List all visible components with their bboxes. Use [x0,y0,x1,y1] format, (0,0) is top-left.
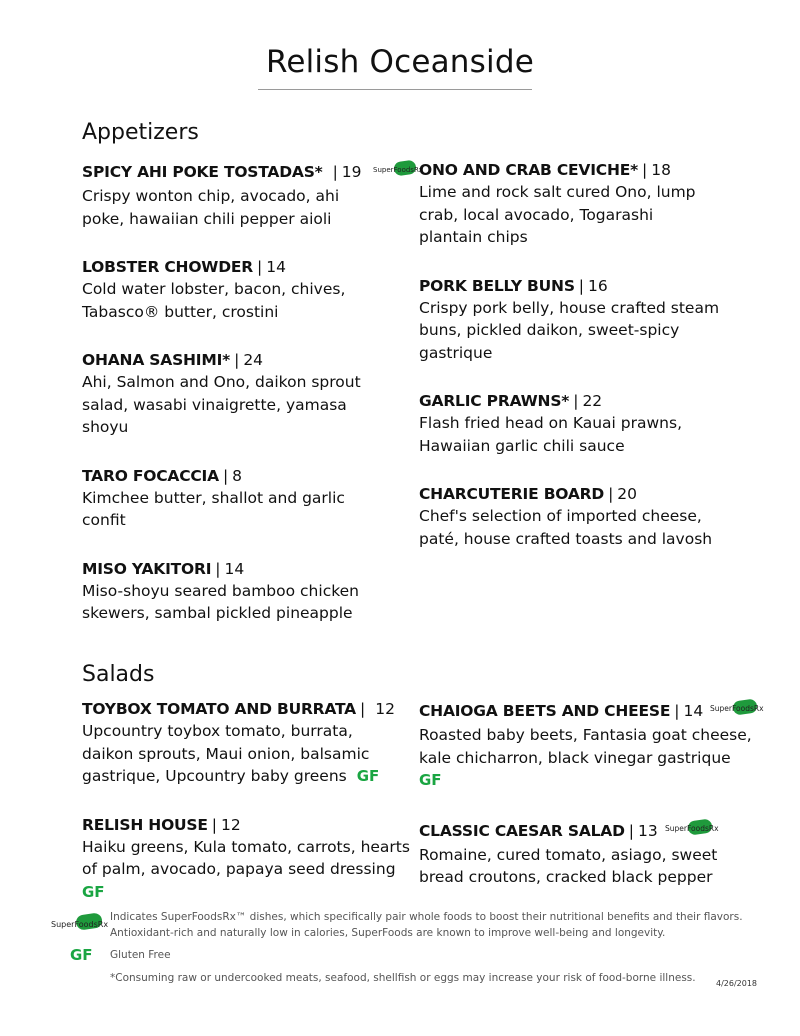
superfoods-logo-icon [709,698,765,724]
item-price: 24 [243,351,264,369]
title-divider [258,89,532,90]
item-description: Romaine, cured tomato, asiago, sweet bread croutons, cracked black pepper [419,845,718,886]
menu-item: CHAIOGA BEETS AND CHEESE | 14 SuperFoodsRx Roasted baby beets, Fantasia goat cheese, kale chicharron, black vinegar gastrique GF [419,698,759,792]
gluten-free-legend-badge: GF [70,946,93,964]
item-description: Cold water lobster, bacon, chives, Tabasco® butter, crostini [82,280,346,321]
item-description: Ahi, Salmon and Ono, daikon sprout salad, wasabi vinaigrette, yamasa shoyu [82,373,361,436]
menu-item: SPICY AHI POKE TOSTADAS* | 19 SuperFoodsRx Crispy wonton chip, avocado, ahi poke, hawaiian chili pepper aioli [82,159,402,230]
item-name: PORK BELLY BUNS [419,276,575,295]
menu-item: TARO FOCACCIA | 8 Kimchee butter, shallot and garlic confit [82,465,402,532]
appetizers-left-column [82,159,422,625]
item-description: Crispy wonton chip, avocado, ahi poke, hawaiian chili pepper aioli [82,187,340,228]
item-price: 12 [221,815,241,834]
svg-text:SuperFoodsRx: SuperFoodsRx [372,166,422,174]
item-name: MISO YAKITORI [82,559,212,578]
item-description: Lime and rock salt cured Ono, lump crab, local avocado, Togarashi plantain chips [419,183,696,246]
item-name: RELISH HOUSE [82,815,208,834]
superfoods-logo-icon [664,818,720,844]
item-name: SPICY AHI POKE TOSTADAS* [82,163,323,181]
menu-item: GARLIC PRAWNS* | 22 Flash fried head on Kauai prawns, Hawaiian garlic chili sauce [419,390,759,457]
item-name: CLASSIC CAESAR SALAD [419,821,625,840]
gluten-free-badge: GF [82,882,105,901]
item-description: Flash fried head on Kauai prawns, Hawaiian garlic chili sauce [419,414,683,455]
appetizers-heading: Appetizers [82,120,199,145]
superfoods-note: Indicates SuperFoodsRx™ dishes, which specifically pair whole foods to boost their nutritional benefits and their flavors. Antioxidant-rich and naturally low in calories, SuperFoods are known to improve well-being and longevity. [110,911,743,939]
menu-item: OHANA SASHIMI* | 24 Ahi, Salmon and Ono, daikon sprout salad, wasabi vinaigrette, yamasa shoyu [82,349,402,439]
item-description: Chef's selection of imported cheese, paté, house crafted toasts and lavosh [419,507,713,548]
item-price: 13 [638,821,658,840]
svg-text:SuperFoodsRx: SuperFoodsRx [664,823,719,833]
item-description: Kimchee butter, shallot and garlic confit [82,488,345,529]
gluten-free-badge: GF [419,771,442,789]
item-description: Haiku greens, Kula tomato, carrots, hearts of palm, avocado, papaya seed dressing GF [82,836,412,904]
salads-right-column [419,698,764,889]
menu-item: TOYBOX TOMATO AND BURRATA | 12 Upcountry toybox tomato, burrata, daikon sprouts, Maui onion, balsamic gastrique, Upcountry baby greens GF [82,698,412,788]
item-price: 14 [683,702,704,720]
item-name: ONO AND CRAB CEVICHE* [419,161,639,179]
menu-item: LOBSTER CHOWDER | 14 Cold water lobster, bacon, chives, Tabasco® butter, crostini [82,256,402,323]
item-name: OHANA SASHIMI* [82,351,231,369]
svg-text:SuperFoodsRx: SuperFoodsRx [51,920,108,929]
gluten-free-badge: GF [356,767,380,785]
item-price: 16 [588,276,608,295]
menu-item: PORK BELLY BUNS | 16 Crispy pork belly, house crafted steam buns, pickled daikon, sweet-spicy gastrique [419,275,759,365]
menu-item: ONO AND CRAB CEVICHE* | 18 Lime and rock salt cured Ono, lump crab, local avocado, Togarashi plantain chips [419,159,759,249]
gluten-free-legend-text: Gluten Free [110,949,171,961]
item-name: CHARCUTERIE BOARD [419,485,605,503]
superfoods-logo-icon [372,159,422,185]
menu-item: MISO YAKITORI | 14 Miso-shoyu seared bamboo chicken skewers, sambal pickled pineapple [82,558,402,625]
menu-item: CHARCUTERIE BOARD | 20 Chef's selection of imported cheese, paté, house crafted toasts and lavosh [419,483,759,550]
item-price: 19 [341,163,362,181]
appetizers-right-column [419,159,759,550]
item-name: GARLIC PRAWNS* [419,392,570,410]
item-price: 14 [266,258,286,276]
item-description: Crispy pork belly, house crafted steam buns, pickled daikon, sweet-spicy gastrique [419,298,720,362]
menu-item: CLASSIC CAESAR SALAD | 13 SuperFoodsRx Romaine, cured tomato, asiago, sweet bread croutons, cracked black pepper [419,818,759,889]
item-name: TOYBOX TOMATO AND BURRATA [82,700,356,718]
item-description: Upcountry toybox tomato, burrata, daikon sprouts, Maui onion, balsamic gastrique, Upcountry baby greens GF [82,722,380,785]
item-description: Miso-shoyu seared bamboo chicken skewers, sambal pickled pineapple [82,581,359,622]
menu-item: RELISH HOUSE | 12 Haiku greens, Kula tomato, carrots, hearts of palm, avocado, papaya seed dressing GF [82,814,412,904]
item-name: LOBSTER CHOWDER [82,258,253,276]
item-price: 18 [651,161,672,179]
item-name: CHAIOGA BEETS AND CHEESE [419,702,671,720]
item-price: 22 [582,392,603,410]
menu-date: 4/26/2018 [716,979,758,988]
item-price: 14 [224,559,245,578]
salads-heading: Salads [82,662,155,687]
svg-text:SuperFoodsRx: SuperFoodsRx [710,704,764,713]
superfoods-legend-logo-icon [50,912,108,938]
item-price: 8 [232,466,243,485]
item-name: TARO FOCACCIA [82,466,219,485]
page-title: Relish Oceanside [266,44,534,80]
item-description: Roasted baby beets, Fantasia goat cheese, kale chicharron, black vinegar gastrique GF [419,724,759,792]
salads-left-column [82,698,412,903]
item-price: 12 [375,700,395,718]
item-price: 20 [617,485,638,503]
food-safety-warning: *Consuming raw or undercooked meats, seafood, shellfish or eggs may increase your risk of food-borne illness. [110,972,696,984]
